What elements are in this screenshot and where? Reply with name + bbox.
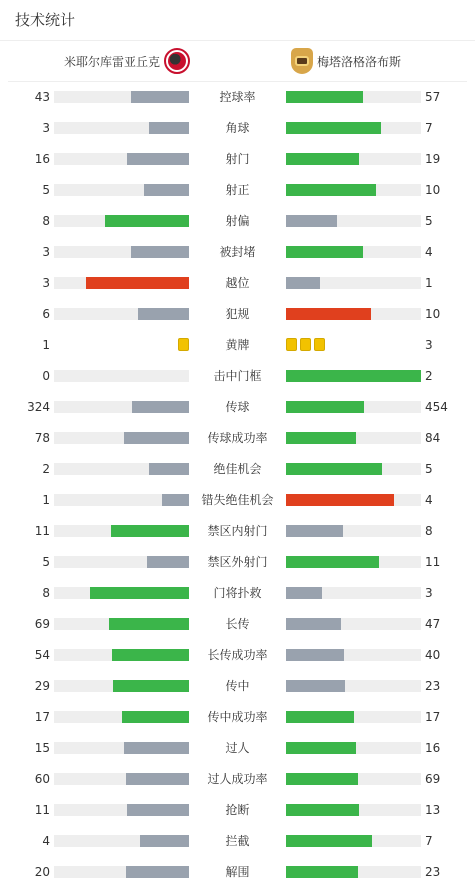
away-bar-fill: [286, 618, 341, 630]
home-bar-fill: [127, 153, 189, 165]
home-bar-fill: [138, 308, 189, 320]
stat-label: 被封堵: [219, 245, 256, 259]
stat-row: [0, 825, 475, 856]
away-bar-track: [286, 432, 421, 444]
stat-row: [0, 81, 475, 112]
stat-label: 黄牌: [225, 338, 250, 352]
stat-label: 传球成功率: [207, 431, 268, 445]
away-bar-fill: [286, 153, 359, 165]
away-bar-track: [286, 680, 421, 692]
stat-row: [0, 763, 475, 794]
home-yellow-cards: [178, 338, 189, 351]
away-bar-fill: [286, 866, 358, 878]
away-bar-track: [286, 711, 421, 723]
away-bar-fill: [286, 587, 322, 599]
away-bar-fill: [286, 649, 344, 661]
home-value: 1: [42, 338, 50, 352]
stat-row: [0, 143, 475, 174]
home-bar-fill: [124, 742, 189, 754]
away-team-name: 梅塔洛格洛布斯: [317, 54, 402, 69]
stat-row: [0, 484, 475, 515]
home-bar-track: [54, 835, 189, 847]
home-bar-track: [54, 215, 189, 227]
home-bar-track: [54, 773, 189, 785]
home-bar-track: [54, 525, 189, 537]
home-bar-fill: [86, 277, 189, 289]
home-bar-fill: [149, 122, 190, 134]
away-bar-fill: [286, 246, 363, 258]
away-bar-track: [286, 370, 421, 382]
home-bar-track: [54, 432, 189, 444]
home-value: 11: [34, 524, 50, 538]
stat-label: 拦截: [225, 834, 250, 848]
home-bar-fill: [112, 649, 189, 661]
home-bar-track: [54, 618, 189, 630]
stat-row: [0, 174, 475, 205]
away-value: 1: [425, 276, 433, 290]
away-bar-fill: [286, 122, 381, 134]
away-bar-track: [286, 556, 421, 568]
away-value: 84: [425, 431, 441, 445]
stat-label: 传中成功率: [207, 710, 268, 724]
stat-row: [0, 422, 475, 453]
home-value: 20: [34, 865, 50, 879]
home-value: 4: [42, 834, 50, 848]
away-bar-fill: [286, 184, 376, 196]
home-bar-track: [54, 649, 189, 661]
stat-row: [0, 298, 475, 329]
away-bar-fill: [286, 91, 363, 103]
away-value: 57: [425, 90, 441, 104]
home-team[interactable]: [64, 41, 190, 81]
yellow-card-icon: [314, 338, 325, 351]
home-bar-fill: [126, 773, 189, 785]
away-bar-track: [286, 91, 421, 103]
stat-label: 过人: [225, 741, 250, 755]
away-value: 69: [425, 772, 441, 786]
home-value: 11: [34, 803, 50, 817]
away-bar-track: [286, 463, 421, 475]
stat-row: [0, 515, 475, 546]
home-bar-track: [54, 401, 189, 413]
stat-row: [0, 670, 475, 701]
away-bar-track: [286, 649, 421, 661]
away-bar-fill: [286, 308, 371, 320]
home-bar-track: [54, 804, 189, 816]
away-value: 47: [425, 617, 441, 631]
away-value: 23: [425, 865, 441, 879]
home-value: 8: [42, 586, 50, 600]
stat-label: 越位: [225, 276, 250, 290]
home-value: 3: [42, 245, 50, 259]
away-bar-fill: [286, 556, 379, 568]
stat-label: 过人成功率: [207, 772, 268, 786]
away-bar-track: [286, 184, 421, 196]
away-value: 3: [425, 338, 433, 352]
home-bar-track: [54, 153, 189, 165]
away-value: 4: [425, 493, 433, 507]
stat-row: [0, 794, 475, 825]
away-bar-fill: [286, 525, 343, 537]
stat-label: 射偏: [225, 214, 250, 228]
stat-row: [0, 608, 475, 639]
away-value: 23: [425, 679, 441, 693]
away-value: 16: [425, 741, 441, 755]
stat-row: [0, 360, 475, 391]
home-bar-fill: [111, 525, 189, 537]
stat-row: [0, 546, 475, 577]
away-bar-fill: [286, 401, 364, 413]
home-value: 17: [34, 710, 50, 724]
away-bar-track: [286, 742, 421, 754]
home-bar-fill: [149, 463, 190, 475]
home-bar-fill: [162, 494, 189, 506]
home-value: 69: [34, 617, 50, 631]
home-value: 8: [42, 214, 50, 228]
away-bar-fill: [286, 680, 345, 692]
home-bar-track: [54, 246, 189, 258]
home-value: 1: [42, 493, 50, 507]
stat-row: [0, 236, 475, 267]
home-bar-fill: [126, 866, 189, 878]
stat-row: [0, 856, 475, 887]
stat-label: 传球: [225, 400, 250, 414]
away-bar-track: [286, 277, 421, 289]
home-value: 60: [34, 772, 50, 786]
home-bar-track: [54, 556, 189, 568]
home-team-name: 米耶尔库雷亚丘克: [63, 54, 160, 69]
home-bar-track: [54, 680, 189, 692]
home-bar-fill: [90, 587, 189, 599]
away-value: 7: [425, 834, 433, 848]
away-club-crest-icon: [291, 48, 313, 74]
yellow-card-icon: [286, 338, 297, 351]
home-bar-fill: [109, 618, 189, 630]
home-bar-track: [54, 742, 189, 754]
stat-label: 禁区外射门: [207, 555, 268, 569]
away-value: 5: [425, 214, 433, 228]
home-bar-fill: [127, 804, 189, 816]
teams-header: [0, 41, 475, 81]
away-value: 13: [425, 803, 441, 817]
home-bar-fill: [124, 432, 189, 444]
stat-row: [0, 577, 475, 608]
away-value: 4: [425, 245, 433, 259]
stat-label: 射正: [225, 183, 250, 197]
stat-row: [0, 391, 475, 422]
home-bar-fill: [132, 401, 189, 413]
stat-label: 解围: [225, 865, 250, 879]
away-bar-track: [286, 525, 421, 537]
stat-label: 犯规: [225, 307, 250, 321]
away-value: 3: [425, 586, 433, 600]
home-value: 15: [34, 741, 50, 755]
away-value: 2: [425, 369, 433, 383]
stat-label: 禁区内射门: [207, 524, 268, 538]
away-value: 40: [425, 648, 441, 662]
away-bar-track: [286, 618, 421, 630]
away-value: 17: [425, 710, 441, 724]
away-bar-fill: [286, 277, 320, 289]
away-value: 5: [425, 462, 433, 476]
home-bar-fill: [131, 91, 189, 103]
away-value: 8: [425, 524, 433, 538]
away-bar-track: [286, 587, 421, 599]
away-value: 11: [425, 555, 441, 569]
stat-label: 门将扑救: [213, 586, 262, 600]
away-bar-fill: [286, 463, 382, 475]
away-bar-fill: [286, 711, 354, 723]
home-bar-fill: [140, 835, 189, 847]
stat-row: [0, 329, 475, 360]
away-bar-fill: [286, 835, 372, 847]
away-bar-fill: [286, 215, 337, 227]
home-club-crest-icon: [164, 48, 190, 74]
stat-row: [0, 205, 475, 236]
away-bar-track: [286, 773, 421, 785]
home-bar-track: [54, 91, 189, 103]
home-value: 3: [42, 121, 50, 135]
away-bar-track: [286, 153, 421, 165]
stat-row: [0, 267, 475, 298]
stat-row: [0, 112, 475, 143]
home-bar-track: [54, 370, 189, 382]
home-bar-track: [54, 184, 189, 196]
home-bar-fill: [144, 184, 189, 196]
stat-label: 射门: [225, 152, 250, 166]
home-bar-fill: [105, 215, 189, 227]
stat-label: 传中: [225, 679, 250, 693]
stat-label: 控球率: [219, 90, 256, 104]
stat-row: [0, 639, 475, 670]
stats-list: [0, 81, 475, 887]
away-bar-track: [286, 866, 421, 878]
stat-label: 绝佳机会: [213, 462, 262, 476]
away-bar-track: [286, 401, 421, 413]
away-value: 10: [425, 307, 441, 321]
home-bar-track: [54, 587, 189, 599]
away-yellow-cards: [286, 338, 325, 351]
away-bar-fill: [286, 494, 394, 506]
away-bar-track: [286, 804, 421, 816]
away-bar-track: [286, 215, 421, 227]
stat-label: 长传: [225, 617, 250, 631]
away-bar-track: [286, 122, 421, 134]
stat-row: [0, 732, 475, 763]
away-bar-fill: [286, 370, 421, 382]
home-bar-track: [54, 308, 189, 320]
stat-label: 角球: [225, 121, 250, 135]
home-bar-track: [54, 277, 189, 289]
home-value: 54: [34, 648, 50, 662]
yellow-card-icon: [178, 338, 189, 351]
away-value: 10: [425, 183, 441, 197]
home-value: 324: [27, 400, 50, 414]
home-value: 29: [34, 679, 50, 693]
home-bar-track: [54, 866, 189, 878]
away-bar-track: [286, 835, 421, 847]
stat-label: 抢断: [225, 803, 250, 817]
home-value: 6: [42, 307, 50, 321]
home-value: 0: [42, 369, 50, 383]
away-value: 454: [425, 400, 448, 414]
home-bar-track: [54, 122, 189, 134]
home-bar-track: [54, 711, 189, 723]
home-bar-track: [54, 494, 189, 506]
section-title: 技术统计: [15, 11, 76, 29]
home-value: 3: [42, 276, 50, 290]
away-team[interactable]: [291, 41, 401, 81]
away-bar-fill: [286, 804, 359, 816]
away-bar-track: [286, 494, 421, 506]
away-bar-fill: [286, 432, 356, 444]
home-value: 43: [34, 90, 50, 104]
away-bar-track: [286, 308, 421, 320]
home-value: 16: [34, 152, 50, 166]
home-bar-fill: [147, 556, 189, 568]
home-value: 78: [34, 431, 50, 445]
home-value: 5: [42, 183, 50, 197]
stat-label: 击中门框: [213, 369, 262, 383]
home-bar-track: [54, 463, 189, 475]
stat-label: 长传成功率: [207, 648, 268, 662]
home-value: 2: [42, 462, 50, 476]
stat-row: [0, 453, 475, 484]
away-bar-track: [286, 246, 421, 258]
away-bar-fill: [286, 773, 358, 785]
away-value: 19: [425, 152, 441, 166]
home-value: 5: [42, 555, 50, 569]
stat-row: [0, 701, 475, 732]
away-value: 7: [425, 121, 433, 135]
stat-label: 错失绝佳机会: [201, 493, 274, 507]
home-bar-fill: [113, 680, 189, 692]
yellow-card-icon: [300, 338, 311, 351]
home-bar-fill: [131, 246, 189, 258]
home-bar-fill: [122, 711, 190, 723]
away-bar-fill: [286, 742, 356, 754]
